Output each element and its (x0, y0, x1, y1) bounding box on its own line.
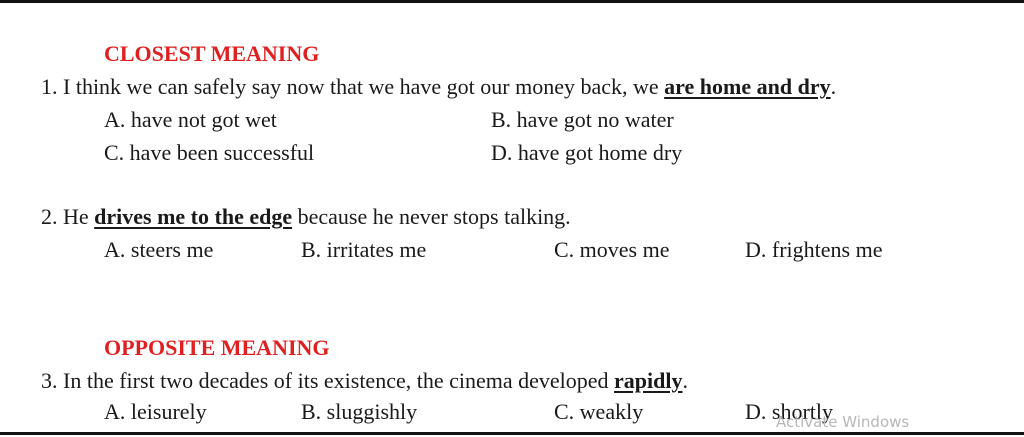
question-3-number: 3. (41, 368, 58, 393)
question-1-text-before: I think we can safely say now that we have got our money back, we (57, 74, 665, 99)
question-3-option-b[interactable]: B. sluggishly (301, 399, 418, 424)
question-1-option-c[interactable]: C. have been successful (104, 140, 315, 165)
question-1-key-phrase: are home and dry (664, 74, 831, 99)
question-1-text-after: . (830, 74, 837, 99)
question-1-stem (41, 74, 836, 100)
question-2-option-b[interactable]: B. irritates me (301, 237, 427, 262)
question-2-option-c[interactable]: C. moves me (554, 237, 670, 262)
question-3-option-d[interactable]: D. shortly (745, 399, 833, 424)
question-2-text-before: He (57, 204, 95, 229)
question-2-option-d[interactable]: D. frightens me (745, 237, 883, 262)
question-3-option-c[interactable]: C. weakly (554, 399, 644, 424)
section-heading-closest-meaning: CLOSEST MEANING (104, 41, 320, 66)
bottom-border (0, 432, 1024, 435)
question-3-text-after: . (682, 368, 688, 393)
question-2-key-phrase: drives me to the edge (94, 204, 293, 229)
question-3-option-a[interactable]: A. leisurely (104, 399, 207, 424)
question-1-option-b[interactable]: B. have got no water (491, 107, 674, 132)
question-1-number: 1. (41, 74, 58, 99)
question-1-option-d[interactable]: D. have got home dry (491, 140, 683, 165)
question-3-text-before: In the first two decades of its existence, the cinema developed (57, 368, 615, 393)
question-3-key-phrase: rapidly (614, 368, 683, 393)
question-2-number: 2. (41, 204, 58, 229)
question-2-text-after: because he never stops talking. (292, 204, 571, 229)
question-2-stem (41, 204, 571, 230)
question-3-stem (41, 368, 688, 394)
top-border (0, 0, 1024, 3)
question-2-option-a[interactable]: A. steers me (104, 237, 214, 262)
section-heading-opposite-meaning: OPPOSITE MEANING (104, 335, 330, 360)
activate-windows-watermark: Activate Windows (776, 413, 910, 431)
question-1-option-a[interactable]: A. have not got wet (104, 107, 277, 132)
